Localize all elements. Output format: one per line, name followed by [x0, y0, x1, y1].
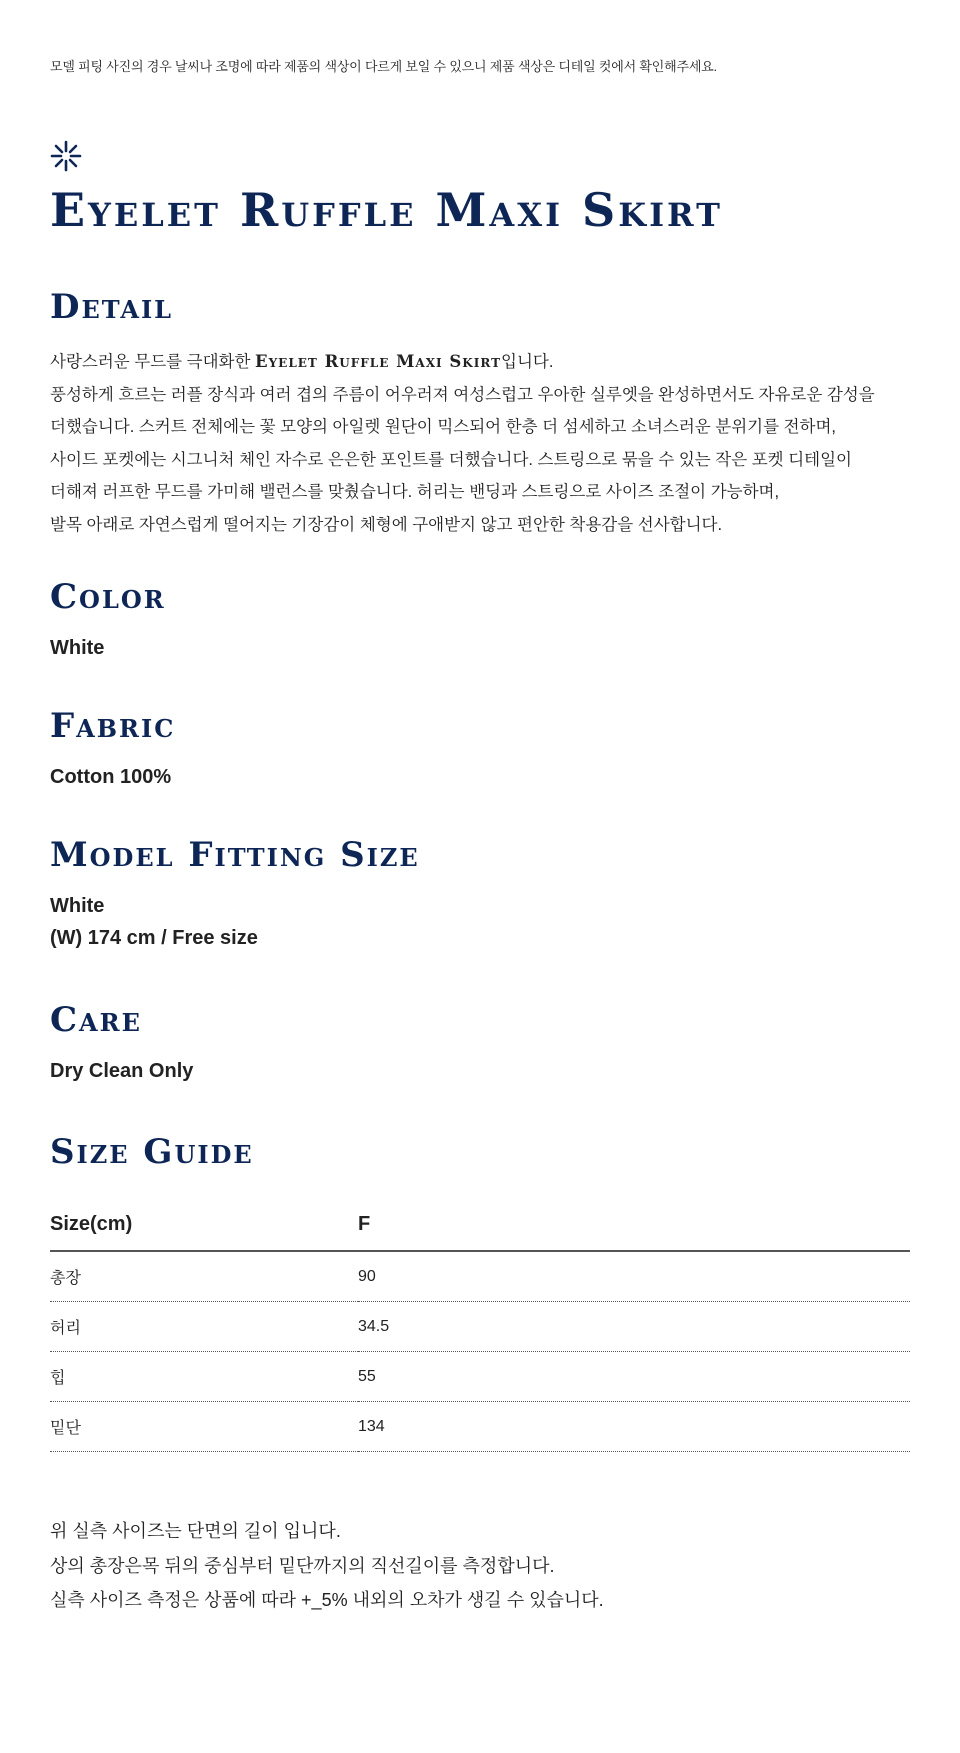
measure-name: 밑단	[50, 1402, 358, 1452]
measure-name: 힙	[50, 1352, 358, 1402]
size-note: 상의 총장은목 뒤의 중심부터 밑단까지의 직선길이를 측정합니다.	[50, 1555, 555, 1576]
measure-value: 34.5	[358, 1302, 910, 1352]
detail-line-6: 발목 아래로 자연스럽게 떨어지는 기장감이 체형에 구애받지 않고 편안한 착용감을 선사합니다.	[50, 515, 723, 534]
size-note: 실측 사이즈 측정은 상품에 따라 +_5% 내외의 오차가 생길 수 있습니다.	[50, 1590, 604, 1610]
color-value: White	[50, 637, 105, 659]
detail-product-name: Eyelet Ruffle Maxi Skirt	[255, 352, 502, 371]
size-guide-heading: Size Guide	[50, 1132, 254, 1172]
detail-line-1	[50, 346, 910, 379]
size-table-header-row	[50, 1198, 910, 1251]
size-table-header-label: Size(cm)	[50, 1198, 358, 1251]
measure-value: 90	[358, 1251, 910, 1302]
detail-line-5: 더해져 러프한 무드를 가미해 밸런스를 맞췄습니다. 허리는 밴딩과 스트링으로 사이즈 조절이 가능하며,	[50, 483, 780, 501]
measure-value: 134	[358, 1402, 910, 1452]
color-heading: Color	[50, 577, 166, 617]
measure-name: 총장	[50, 1251, 358, 1302]
size-guide-table	[50, 1198, 910, 1452]
detail-line-3: 더했습니다. 스커트 전체에는 꽃 모양의 아일렛 원단이 믹스되어 한층 더 섬세하고 소녀스러운 분위기를 전하며,	[50, 418, 837, 436]
detail-description	[50, 346, 910, 541]
size-note: 위 실측 사이즈는 단면의 길이 입니다.	[50, 1521, 341, 1541]
detail-line-1-pre: 사랑스러운 무드를 극대화한	[50, 353, 256, 371]
model-fitting-heading: Model Fitting Size	[50, 835, 420, 875]
detail-line-2: 풍성하게 흐르는 러플 장식과 여러 겹의 주름이 어우러져 여성스럽고 우아한 실루엣을 완성하면서도 자유로운 감성을	[50, 385, 875, 404]
measure-value: 55	[358, 1352, 910, 1402]
detail-line-4: 사이드 포켓에는 시그니처 체인 자수로 은은한 포인트를 더했습니다. 스트링으로 묶을 수 있는 작은 포켓 디테일이	[50, 450, 852, 469]
detail-heading: Detail	[50, 287, 174, 327]
table-row	[50, 1352, 910, 1402]
model-size-value: (W) 174 cm / Free size	[50, 927, 258, 949]
table-row	[50, 1302, 910, 1352]
model-color-value: White	[50, 895, 105, 917]
asterisk-star-icon	[50, 140, 82, 172]
product-title: Eyelet Ruffle Maxi Skirt	[50, 183, 723, 237]
fabric-heading: Fabric	[50, 706, 176, 746]
detail-line-1-post: 입니다.	[501, 353, 554, 371]
fabric-value: Cotton 100%	[50, 766, 172, 788]
table-row	[50, 1402, 910, 1452]
measure-name: 허리	[50, 1302, 358, 1352]
care-heading: Care	[50, 1000, 142, 1040]
table-row	[50, 1251, 910, 1302]
care-value: Dry Clean Only	[50, 1060, 194, 1082]
size-table-header-size: F	[358, 1198, 910, 1251]
size-notes	[50, 1514, 604, 1618]
color-notice: 모델 피팅 사진의 경우 날씨나 조명에 따라 제품의 색상이 다르게 보일 수 있으니 제품 색상은 디테일 컷에서 확인해주세요.	[50, 59, 717, 74]
